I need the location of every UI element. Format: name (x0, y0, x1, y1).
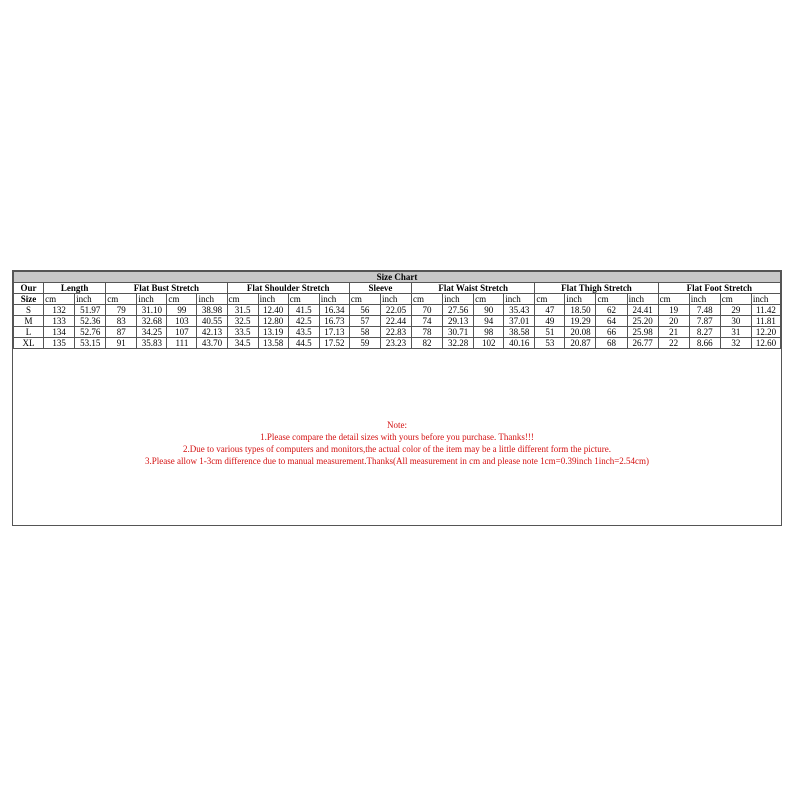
table-cell: 37.01 (504, 316, 535, 327)
unit-cell: cm (412, 294, 443, 305)
table-cell: 49 (535, 316, 565, 327)
table-cell: 19 (658, 305, 689, 316)
unit-cell: cm (720, 294, 751, 305)
table-cell: 18.50 (565, 305, 596, 316)
table-cell: 107 (167, 327, 197, 338)
unit-cell: inch (751, 294, 780, 305)
our-size-label: Our (14, 283, 44, 294)
table-cell: 20 (658, 316, 689, 327)
unit-cell: inch (75, 294, 106, 305)
unit-cell: inch (319, 294, 349, 305)
table-cell: 78 (412, 327, 443, 338)
table-cell: 56 (349, 305, 380, 316)
unit-cell: inch (627, 294, 658, 305)
table-cell: 68 (596, 338, 627, 349)
table-cell: 135 (44, 338, 75, 349)
unit-cell: cm (227, 294, 258, 305)
unit-cell: cm (167, 294, 197, 305)
table-cell: 70 (412, 305, 443, 316)
table-row (14, 327, 781, 338)
unit-cell: cm (349, 294, 380, 305)
unit-cell: cm (474, 294, 504, 305)
table-cell: 7.48 (689, 305, 720, 316)
table-cell: 32 (720, 338, 751, 349)
table-cell: 33.5 (227, 327, 258, 338)
table-cell: 13.19 (258, 327, 288, 338)
table-cell: 17.13 (319, 327, 349, 338)
notes-block (13, 419, 781, 467)
unit-cell: inch (443, 294, 474, 305)
note-line-1: 1.Please compare the detail sizes with yours before you purchase. Thanks!!! (260, 432, 534, 442)
table-cell: 20.08 (565, 327, 596, 338)
table-cell: 74 (412, 316, 443, 327)
table-cell: 25.20 (627, 316, 658, 327)
table-cell: 53.15 (75, 338, 106, 349)
table-cell: 7.87 (689, 316, 720, 327)
table-cell: 12.20 (751, 327, 780, 338)
table-cell: 29.13 (443, 316, 474, 327)
table-cell: 11.42 (751, 305, 780, 316)
chart-title: Size Chart (14, 272, 781, 283)
size-chart-table (13, 271, 781, 349)
table-cell: 82 (412, 338, 443, 349)
table-cell: 29 (720, 305, 751, 316)
table-cell: 22.44 (380, 316, 411, 327)
unit-cell: inch (504, 294, 535, 305)
table-cell: 22.83 (380, 327, 411, 338)
table-cell: 42.13 (197, 327, 227, 338)
table-cell: 83 (106, 316, 137, 327)
table-cell: 52.36 (75, 316, 106, 327)
table-cell: 59 (349, 338, 380, 349)
table-cell: 32.5 (227, 316, 258, 327)
table-cell: 32.68 (137, 316, 167, 327)
size-label: Size (14, 294, 44, 305)
unit-cell: inch (197, 294, 227, 305)
group-header: Flat Bust Stretch (106, 283, 227, 294)
table-cell: 13.58 (258, 338, 288, 349)
table-cell: 25.98 (627, 327, 658, 338)
table-cell: 21 (658, 327, 689, 338)
table-cell: 40.16 (504, 338, 535, 349)
table-cell: 32.28 (443, 338, 474, 349)
table-cell: 38.98 (197, 305, 227, 316)
group-header: Sleeve (349, 283, 411, 294)
table-cell: 8.66 (689, 338, 720, 349)
table-cell: 8.27 (689, 327, 720, 338)
table-cell: 31.10 (137, 305, 167, 316)
table-cell: 34.5 (227, 338, 258, 349)
unit-cell: cm (106, 294, 137, 305)
note-line-2: 2.Due to various types of computers and monitors,the actual color of the item may be a little different form the picture. (183, 444, 611, 454)
group-header: Length (44, 283, 106, 294)
table-cell: 23.23 (380, 338, 411, 349)
unit-cell: cm (288, 294, 319, 305)
table-cell: 52.76 (75, 327, 106, 338)
table-cell: 38.58 (504, 327, 535, 338)
table-cell: 40.55 (197, 316, 227, 327)
table-cell: 66 (596, 327, 627, 338)
table-cell: 132 (44, 305, 75, 316)
table-cell: 134 (44, 327, 75, 338)
unit-header-row (14, 294, 781, 305)
unit-cell: inch (258, 294, 288, 305)
group-header: Flat Foot Stretch (658, 283, 780, 294)
table-cell: 43.70 (197, 338, 227, 349)
table-row (14, 338, 781, 349)
table-cell: 133 (44, 316, 75, 327)
size-rows (14, 305, 781, 349)
unit-cell: cm (535, 294, 565, 305)
table-cell: 27.56 (443, 305, 474, 316)
table-cell: 62 (596, 305, 627, 316)
size-cell: S (14, 305, 44, 316)
table-cell: 11.81 (751, 316, 780, 327)
table-cell: 53 (535, 338, 565, 349)
table-row (14, 316, 781, 327)
table-cell: 20.87 (565, 338, 596, 349)
table-cell: 47 (535, 305, 565, 316)
group-header: Flat Waist Stretch (412, 283, 535, 294)
note-heading: Note: (387, 420, 407, 430)
table-cell: 90 (474, 305, 504, 316)
note-line-3: 3.Please allow 1-3cm difference due to manual measurement.Thanks(All measurement in cm and please note 1cm=0.39inch 1inch=2.54cm) (144, 456, 650, 466)
group-header-row (14, 283, 781, 294)
unit-cell: inch (380, 294, 411, 305)
table-cell: 16.73 (319, 316, 349, 327)
table-cell: 35.83 (137, 338, 167, 349)
unit-cell: cm (596, 294, 627, 305)
table-cell: 58 (349, 327, 380, 338)
table-cell: 94 (474, 316, 504, 327)
table-cell: 111 (167, 338, 197, 349)
table-cell: 12.80 (258, 316, 288, 327)
table-cell: 98 (474, 327, 504, 338)
table-cell: 24.41 (627, 305, 658, 316)
table-cell: 91 (106, 338, 137, 349)
table-cell: 99 (167, 305, 197, 316)
size-cell: M (14, 316, 44, 327)
table-cell: 87 (106, 327, 137, 338)
size-cell: XL (14, 338, 44, 349)
size-cell: L (14, 327, 44, 338)
table-cell: 64 (596, 316, 627, 327)
table-cell: 43.5 (288, 327, 319, 338)
table-cell: 34.25 (137, 327, 167, 338)
table-cell: 17.52 (319, 338, 349, 349)
table-cell: 19.29 (565, 316, 596, 327)
table-cell: 103 (167, 316, 197, 327)
table-cell: 12.40 (258, 305, 288, 316)
table-cell: 42.5 (288, 316, 319, 327)
table-cell: 22.05 (380, 305, 411, 316)
table-cell: 102 (474, 338, 504, 349)
unit-cell: cm (658, 294, 689, 305)
table-cell: 57 (349, 316, 380, 327)
table-cell: 22 (658, 338, 689, 349)
group-header: Flat Shoulder Stretch (227, 283, 349, 294)
unit-cell: inch (137, 294, 167, 305)
table-cell: 41.5 (288, 305, 319, 316)
unit-cell: inch (565, 294, 596, 305)
table-cell: 26.77 (627, 338, 658, 349)
table-cell: 31.5 (227, 305, 258, 316)
table-row (14, 305, 781, 316)
table-cell: 12.60 (751, 338, 780, 349)
table-cell: 31 (720, 327, 751, 338)
table-cell: 44.5 (288, 338, 319, 349)
table-cell: 30.71 (443, 327, 474, 338)
unit-cell: inch (689, 294, 720, 305)
size-chart-frame (12, 270, 782, 526)
title-row (14, 272, 781, 283)
table-cell: 51.97 (75, 305, 106, 316)
table-cell: 35.43 (504, 305, 535, 316)
table-cell: 51 (535, 327, 565, 338)
table-cell: 30 (720, 316, 751, 327)
table-cell: 16.34 (319, 305, 349, 316)
table-cell: 79 (106, 305, 137, 316)
unit-cell: cm (44, 294, 75, 305)
group-header: Flat Thigh Stretch (535, 283, 658, 294)
